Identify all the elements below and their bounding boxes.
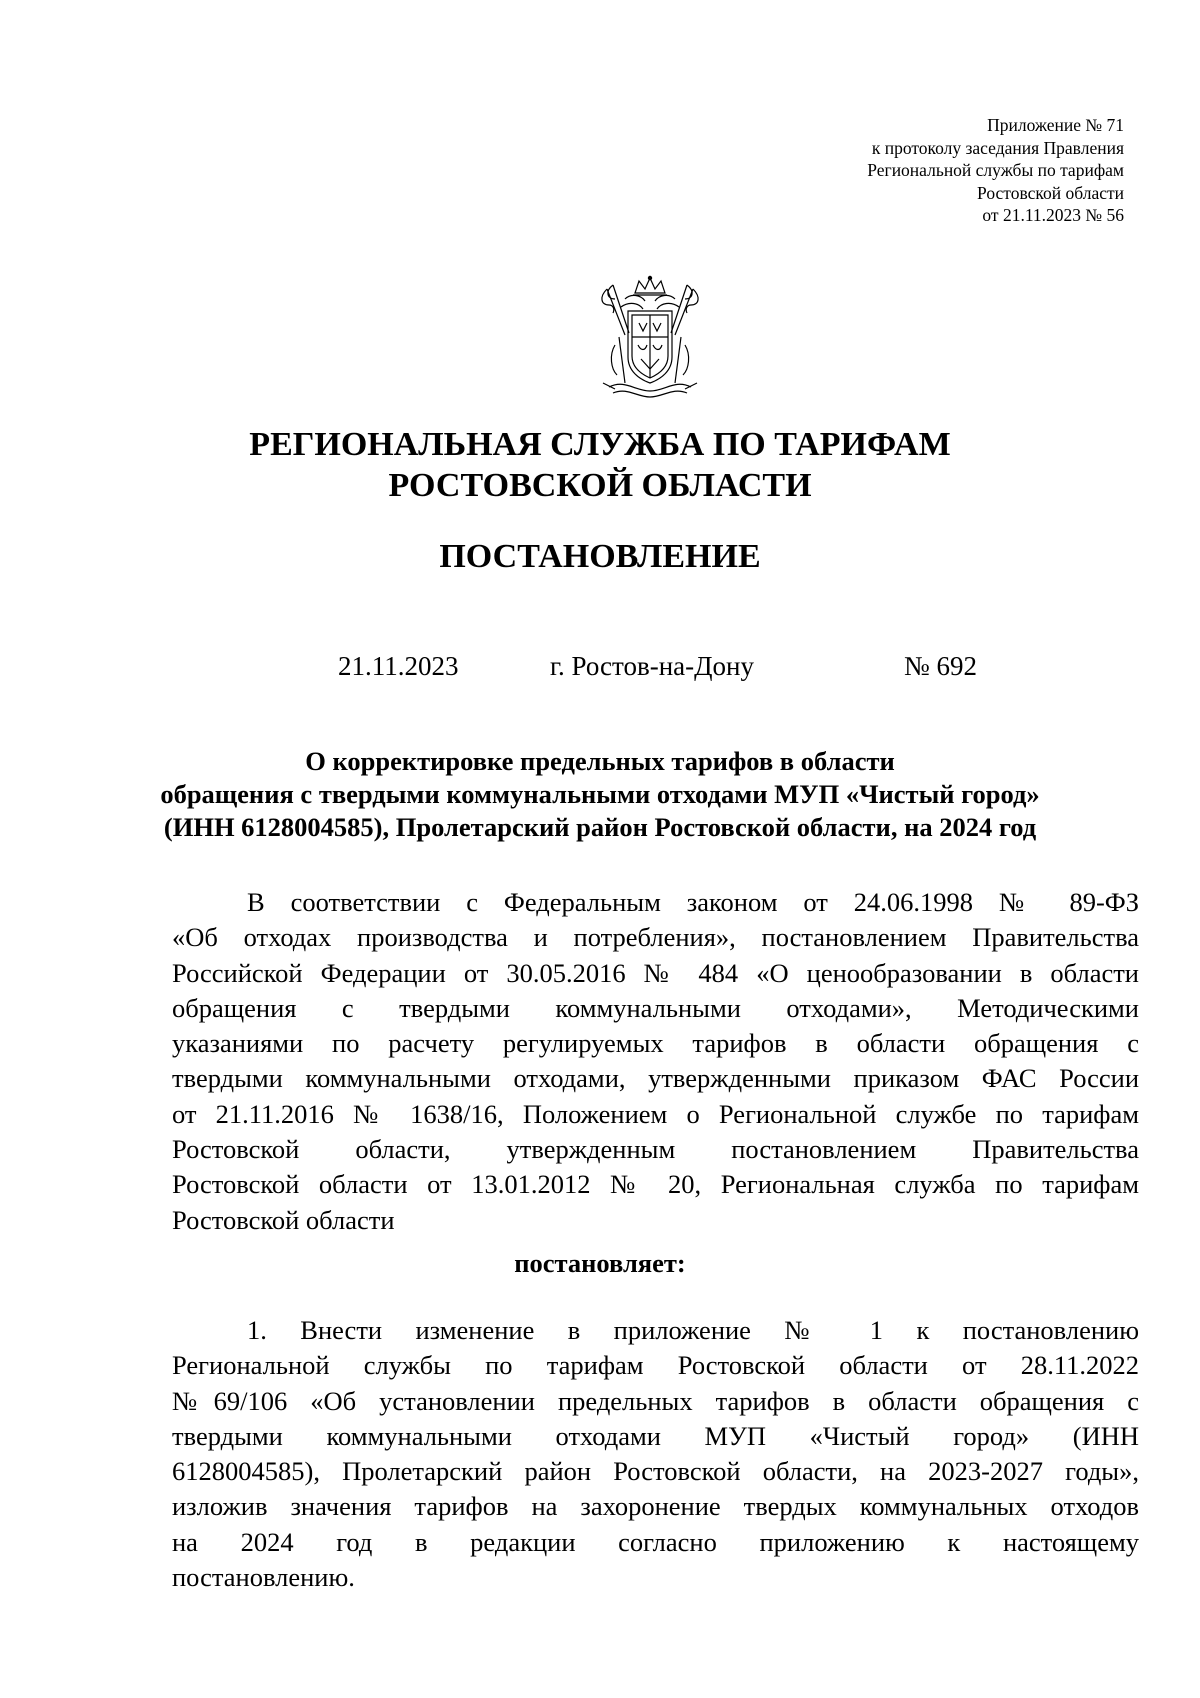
paragraph-line: Ростовской области bbox=[172, 1204, 395, 1235]
paragraph-line: №69/106 «Об установлении предельных тарифов в области обращения с bbox=[172, 1385, 1139, 1416]
organization-title-line: РОСТОВСКОЙ ОБЛАСТИ bbox=[388, 467, 812, 504]
appendix-line: Ростовской области bbox=[977, 182, 1124, 203]
paragraph-line: изложив значения тарифов на захоронение твердых коммунальных отходов bbox=[172, 1491, 1139, 1522]
paragraph-line: от 21.11.2016 № 1638/16, Положением о Региональной службе по тарифам bbox=[172, 1098, 1139, 1129]
paragraph-line: обращения с твердыми коммунальными отходами», Методическими bbox=[172, 992, 1139, 1023]
document-subject bbox=[150, 745, 1050, 844]
preamble-paragraph bbox=[172, 885, 1139, 1238]
paragraph-line: Региональной службы по тарифам Ростовской области от 28.11.2022 bbox=[172, 1350, 1139, 1381]
document-city: г. Ростов-на-Дону bbox=[550, 651, 755, 681]
appendix-note bbox=[867, 114, 1124, 227]
coat-of-arms-icon bbox=[595, 275, 705, 400]
subject-line: (ИНН 6128004585), Пролетарский район Ростовской области, на 2024 год bbox=[163, 812, 1037, 842]
document-type: ПОСТАНОВЛЕНИЕ bbox=[439, 538, 761, 575]
appendix-line: Региональной службы по тарифам bbox=[867, 160, 1124, 181]
paragraph-line: твердыми коммунальными отходами МУП «Чистый город» (ИНН bbox=[172, 1420, 1139, 1451]
paragraph-line: твердыми коммунальными отходами, утвержденными приказом ФАС России bbox=[172, 1063, 1139, 1094]
paragraph-line: 1. Внести изменение в приложение № 1 к постановлению bbox=[247, 1315, 1139, 1345]
appendix-line: от 21.11.2023 № 56 bbox=[982, 205, 1124, 226]
organization-title-line: РЕГИОНАЛЬНАЯ СЛУЖБА ПО ТАРИФАМ bbox=[249, 426, 951, 463]
subject-line: обращения с твердыми коммунальными отходами МУП «Чистый город» bbox=[160, 779, 1040, 809]
paragraph-line: Ростовской области, утвержденным постановлением Правительства bbox=[172, 1134, 1139, 1165]
document-number: № 692 bbox=[904, 651, 978, 681]
paragraph-line: постановлению. bbox=[172, 1562, 355, 1593]
subject-line: О корректировке предельных тарифов в области bbox=[305, 746, 895, 776]
paragraph-line: «Об отходах производства и потребления», постановлением Правительства bbox=[172, 922, 1139, 953]
resolves-heading: постановляет: bbox=[514, 1248, 686, 1278]
paragraph-line: Российской Федерации от 30.05.2016 № 484 «О ценообразовании в области bbox=[172, 957, 1139, 988]
appendix-line: Приложение № 71 bbox=[987, 115, 1124, 135]
paragraph-line: Ростовской области от 13.01.2012 № 20, Региональная служба по тарифам bbox=[172, 1169, 1139, 1200]
paragraph-line: указаниями по расчету регулируемых тарифов в области обращения с bbox=[172, 1028, 1139, 1059]
paragraph-line: В соответствии с Федеральным законом от 24.06.1998 № 89-ФЗ bbox=[247, 887, 1139, 917]
appendix-line: к протоколу заседания Правления bbox=[871, 137, 1124, 158]
paragraph-line: 6128004585), Пролетарский район Ростовской области, на 2023-2027 годы», bbox=[172, 1456, 1139, 1487]
document-date: 21.11.2023 bbox=[338, 651, 459, 681]
paragraph-line: на 2024 год в редакции согласно приложению к настоящему bbox=[172, 1526, 1139, 1557]
item-1-paragraph bbox=[172, 1313, 1139, 1595]
organization-title bbox=[0, 424, 1200, 506]
